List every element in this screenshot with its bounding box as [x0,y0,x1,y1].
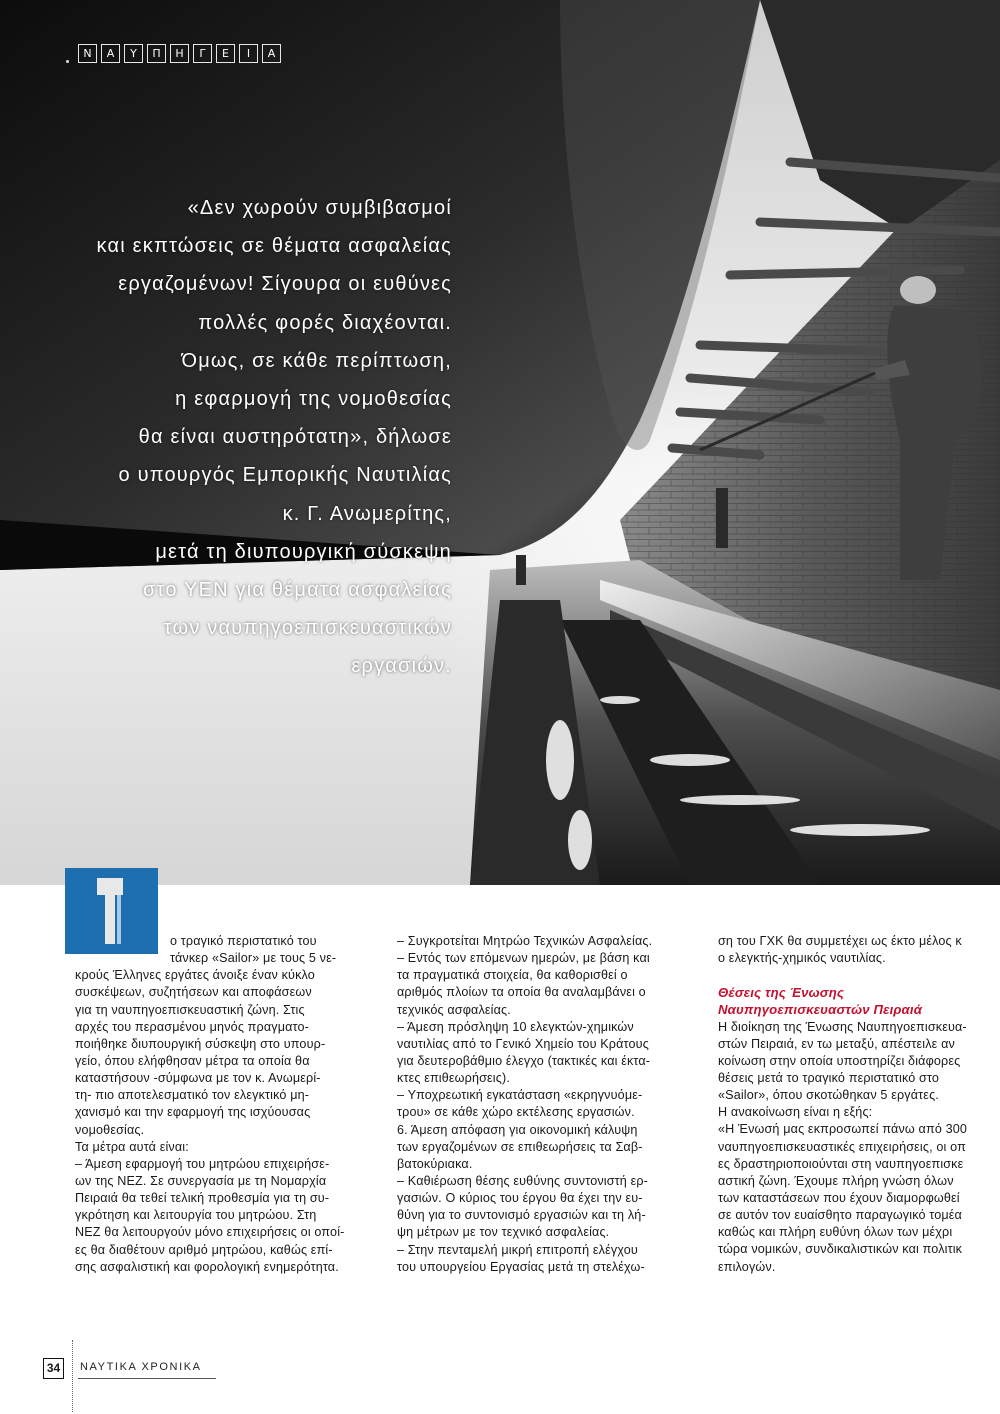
section-letter: Η [170,44,189,63]
text-line: γείο, όπου ελήφθησαν μέτρα τα οποία θα [75,1053,310,1068]
text-line: – Στην πενταμελή μικρή επιτροπή ελέγχου [397,1242,638,1257]
section-letter: Α [101,44,120,63]
text-line: Η ανακοίνωση είναι η εξής: [718,1105,873,1120]
article-column-1 [75,933,375,1276]
text-line: τρου» σε κάθε χώρο εκτέλεσης εργασιών. [397,1105,635,1120]
section-letter: Α [262,44,281,63]
section-label [78,44,281,63]
text-line: νομοθεσίας. [75,1122,145,1137]
text-line: βατοκύριακα. [397,1156,473,1171]
text-line: σε αυτόν τον ευαίσθητο παραγωγικό τομέα [718,1208,962,1223]
text-line: των καταστάσεων που έχουν διαμορφωθεί [718,1190,960,1205]
section-letter: Υ [124,44,143,63]
text-line: Πειραιά θα τεθεί τελική προθεσμία για τη συ- [75,1191,330,1206]
footer-rule [78,1378,216,1379]
text-line: τα πραγματικά στοιχεία, θα καθορισθεί ο [397,968,628,983]
pull-quote-line: εργασιών. [351,655,452,678]
text-line: ες δραστηριοποιούνται στη ναυπηγοεπισκε [718,1156,964,1171]
text-line: καθώς και πλήρη ευθύνη όλων των μέχρι [718,1225,953,1240]
text-line: θέσεις μετά το τραγικό περιστατικό στο [718,1070,940,1085]
text-line: χανισμό και την εφαρμογή της ισχύουσας [75,1105,311,1120]
text-line: σης ασφαλιστική και φορολογική ενημερότητα. [75,1259,339,1274]
text-line: των εργαζομένων σε επιθεωρήσεις τα Σαβ- [397,1139,643,1154]
text-line: καταστήσουν -σύμφωνα με τον κ. Ανωμερί- [75,1071,321,1086]
section-dot [66,60,69,63]
pull-quote-line: των ναυπηγοεπισκευαστικών [163,617,452,640]
pull-quote-line: κ. Γ. Ανωμερίτης, [282,502,452,525]
text-line: ες θα διαθέτουν αριθμό μητρώου, καθώς επί- [75,1242,333,1257]
pull-quote-line: ο υπουργός Εμπορικής Ναυτιλίας [118,464,452,487]
subheading: Ναυπηγοεπισκευαστών Πειραιά [718,1002,923,1018]
text-line: γκρότηση και λειτουργία του μητρώου. Στη [75,1208,317,1223]
subheading: Θέσεις της Ένωσης [718,985,845,1001]
text-line: – Εντός των επόμενων ημερών, με βάση και [397,951,650,966]
text-line: για τη ναυπηγοεπισκευαστική ζώνη. Στις [75,1002,305,1017]
pull-quote-line: εργαζομένων! Σίγουρα οι ευθύνες [118,273,452,296]
pull-quote-line: «Δεν χωρούν συμβιβασμοί [187,197,452,219]
text-line: ναυτιλίας από το Γενικό Χημείο του Κράτους [397,1036,649,1051]
text-line: ο τραγικό περιστατικό του [170,934,317,948]
pull-quote-line: πολλές φορές διαχέονται. [198,311,452,334]
text-line: ναυπηγοεπισκευαστικές επιχειρήσεις, οι οπ [718,1139,966,1154]
text-line: ο ελεγκτής-χημικός ναυτιλίας. [718,951,886,966]
text-line: κτες επιθεωρήσεις). [397,1071,510,1086]
text-line: για δευτεροβάθμιο έλεγχο (τακτικές και έκτα- [397,1053,651,1068]
text-line: αστική ζώνη. Έχουμε πλήρη γνώση όλων [718,1173,954,1188]
text-line: – Καθιέρωση θέσης ευθύνης συντονιστή ερ- [397,1173,649,1188]
pull-quote-line: και εκπτώσεις σε θέματα ασφαλείας [96,235,452,258]
text-line: Η διοίκηση της Ένωσης Ναυπηγοεπισκευα- [718,1019,967,1034]
pull-quote-line: Όμως, σε κάθε περίπτωση, [181,349,452,372]
text-line: τώρα νομικών, συνδικαλιστικών και πολιτικ [718,1242,963,1257]
text-line: Τα μέτρα αυτά είναι: [75,1139,189,1154]
text-line: ΝΕΖ θα λειτουργούν μόνο επιχειρήσεις οι οποί- [75,1225,345,1240]
pull-quote-line: στο ΥΕΝ για θέματα ασφαλείας [143,578,452,601]
section-letter: Ι [239,44,258,63]
dropcap-letter [65,868,66,869]
text-line: κοίνωση στην οποία υποστηρίζει διάφορες [718,1053,961,1068]
text-line: – Υποχρεωτική εγκατάσταση «εκρηγνυόμε- [397,1088,643,1103]
text-line: συσκέψεων, συζητήσεων και αποφάσεων [75,985,312,1000]
text-line: ποιήθηκε διυπουργική σύσκεψη στο υπουρ- [75,1036,326,1051]
text-line: – Συγκροτείται Μητρώο Τεχνικών Ασφαλείας. [397,934,653,948]
text-line: ση του ΓΧΚ θα συμμετέχει ως έκτο μέλος κ [718,934,962,948]
magazine-name: ΝΑΥΤΙΚΑ ΧΡΟΝΙΚΑ [80,1361,202,1373]
pull-quote [40,197,452,693]
pull-quote-line: μετά τη διυπουργική σύσκεψη [155,540,452,563]
text-line: τάνκερ «Sailor» με τους 5 νε- [170,951,337,966]
section-letter: Γ [193,44,212,63]
text-line: – Άμεση εφαρμογή του μητρώου επιχειρήσε- [75,1156,330,1171]
text-line: επιλογών. [718,1259,776,1274]
pull-quote-line: η εφαρμογή της νομοθεσίας [175,387,452,410]
text-line: – Άμεση πρόσληψη 10 ελεγκτών-χημικών [397,1019,634,1034]
text-line: γασιών. Ο κύριος του έργου θα έχει την ευ- [397,1191,643,1206]
text-line: αριθμός πλοίων τα οποία θα αναλαμβάνει ο [397,985,646,1000]
article-column-2 [397,933,699,1276]
text-line: ψη μέτρων με τον τεχνικό ασφαλείας. [397,1225,610,1240]
article-column-3 [718,933,1000,1276]
text-line: θύνη για το συντονισμό εργασιών και τη λή- [397,1208,646,1223]
text-line: 6. Άμεση απόφαση για οικονομική κάλυψη [397,1122,638,1137]
text-line: τεχνικός ασφαλείας. [397,1002,511,1017]
text-line: «Sailor», όπου σκοτώθηκαν 5 εργάτες. [718,1088,939,1103]
section-letter: Π [147,44,166,63]
text-line: στών Πειραιά, εν τω μεταξύ, απέστειλε αν [718,1036,955,1051]
text-line: του υπουργείου Εργασίας μετά τη στελέχω- [397,1259,645,1274]
pull-quote-line: θα είναι αυστηρότατη», δήλωσε [138,426,452,449]
text-line: «Η Ένωσή μας εκπροσωπεί πάνω από 300 [718,1122,968,1137]
section-letter: Ε [216,44,235,63]
text-line: τη- πιο αποτελεσματικό τον ελεγκτικό μη- [75,1088,310,1103]
footer-dotted-rule [72,1340,73,1412]
text-line: αρχές του περασμένου μηνός πραγματο- [75,1019,309,1034]
text-line: ων της ΝΕΖ. Σε συνεργασία με τη Νομαρχία [75,1173,327,1188]
page-number: 34 [43,1358,64,1379]
text-line: κρούς Έλληνες εργάτες άνοιξε έναν κύκλο [75,968,315,983]
section-letter: Ν [78,44,97,63]
